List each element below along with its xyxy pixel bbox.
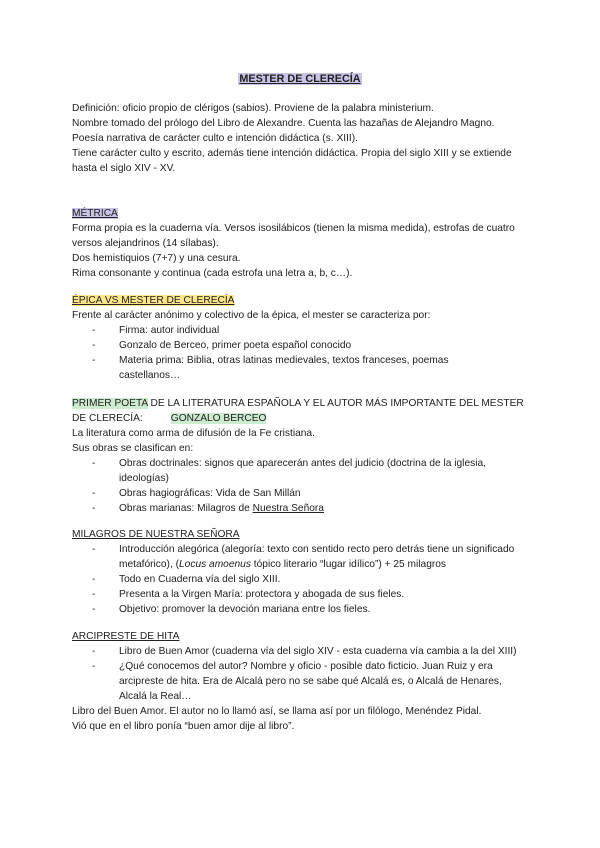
primer-poeta-section — [72, 396, 534, 516]
metrica-line: Rima consonante y continua (cada estrofa una letra a, b, c…). — [72, 268, 353, 279]
arcipreste-closing: Vió que en el libro ponía “buen amor dije al libro”. — [72, 721, 295, 732]
list-item: - Objetivo: promover la devoción mariana entre los fieles. — [92, 604, 371, 615]
list-item: - Presenta a la Virgen María: protectora y abogada de sus fieles. — [92, 589, 405, 600]
epica-intro: Frente al carácter anónimo y colectivo de la épica, el mester se caracteriza por: — [72, 310, 431, 321]
epica-list — [72, 323, 532, 383]
primer-poeta-line: Sus obras se clasifican en: — [72, 443, 194, 454]
arcipreste-heading: ARCIPRESTE DE HITA — [72, 631, 180, 642]
primer-poeta-line: La literatura como arma de difusión de la Fe cristiana. — [72, 428, 315, 439]
list-item: - Gonzalo de Berceo, primer poeta español conocido — [92, 340, 352, 351]
list-item: - ¿Qué conocemos del autor? Nombre y oficio - posible dato ficticio. Juan Ruiz y era arcipreste de hita. Era de Alcalá pero no se sabe qué Alcalá es, o Alcalá de Henares, Alcalá la Real… — [92, 661, 502, 702]
metrica-heading: MÉTRICA — [72, 208, 118, 219]
list-item: - Libro de Buen Amor (cuaderna vía del siglo XIV - esta cuaderna vía cambia a la del XIII) — [92, 646, 517, 657]
intro-line: Poesía narrativa de carácter culto e intención didáctica (s. XIII). — [72, 133, 358, 144]
arcipreste-list — [72, 644, 532, 704]
list-item: - Introducción alegórica (alegoría: texto con sentido recto pero detrás tiene un significado metafórico), (Locus amoenus tópico literario “lugar idílico”) + 25 milagros — [92, 544, 515, 570]
list-item: - Firma: autor individual — [92, 325, 220, 336]
list-item: - Obras marianas: Milagros de Nuestra Señora — [92, 503, 324, 514]
metrica-section — [72, 206, 532, 281]
list-item: - Todo en Cuaderna vía del siglo XIII. — [92, 574, 281, 585]
intro-section — [72, 101, 532, 176]
intro-line: Nombre tomado del prólogo del Libro de Alexandre. Cuenta las hazañas de Alejandro Magno. — [72, 118, 495, 129]
document-title: MESTER DE CLERECÍA — [239, 73, 361, 85]
intro-line: Tiene carácter culto y escrito, además tiene intención didáctica. Propia del siglo XIII y se extiende hasta el siglo XIV - XV. — [72, 148, 512, 174]
milagros-list — [72, 542, 532, 617]
metrica-line: Dos hemistiquios (7+7) y una cesura. — [72, 253, 241, 264]
milagros-heading: MILAGROS DE NUESTRA SEÑORA — [72, 529, 240, 540]
intro-line: Definición: oficio propio de clérigos (sabios). Proviene de la palabra ministerium. — [72, 103, 434, 114]
epica-heading: ÉPICA VS MESTER DE CLERECÍA — [72, 295, 235, 306]
milagros-section — [72, 527, 532, 617]
epica-section — [72, 293, 532, 383]
arcipreste-closing: Libro del Buen Amor. El autor no lo llamó así, se llama así por un filólogo, Menéndez Pidal. — [72, 706, 482, 717]
list-item: - Materia prima: Biblia, otras latinas medievales, textos franceses, poemas castellanos… — [92, 355, 449, 381]
nuestra-senora-link: Nuestra Señora — [252, 503, 324, 514]
list-item: - Obras doctrinales: signos que aparecerán antes del judicio (doctrina de la iglesia, ideologías) — [92, 458, 486, 484]
metrica-line: Forma propia es la cuaderna vía. Versos isosilábicos (tienen la misma medida), estrofas de cuatro versos alejandrinos (14 sílabas). — [72, 223, 515, 249]
primer-poeta-heading: PRIMER POETA DE LA LITERATURA ESPAÑOLA Y EL AUTOR MÁS IMPORTANTE DEL MESTER DE CLERECÍA: GONZALO BERCEO — [72, 398, 524, 424]
author-name: GONZALO BERCEO — [170, 413, 267, 424]
arcipreste-section — [72, 629, 532, 734]
obras-list — [72, 456, 534, 516]
list-item: - Obras hagiográficas: Vida de San Millán — [92, 488, 301, 499]
